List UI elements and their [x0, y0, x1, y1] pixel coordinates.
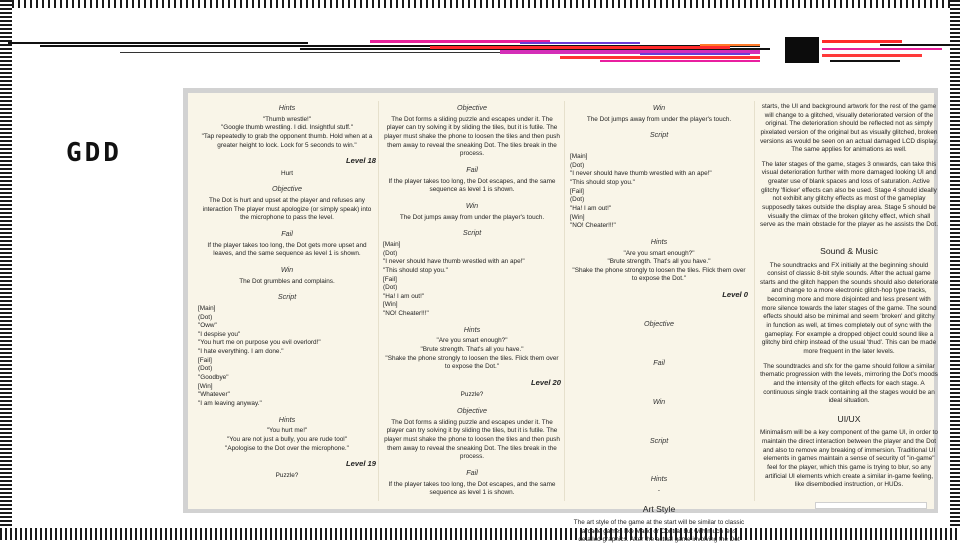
win-heading: Win — [280, 264, 294, 274]
left-scanline-border — [0, 0, 12, 540]
script-line: [Fail] — [383, 275, 397, 283]
right-scanline-border — [950, 0, 960, 540]
bottom-scanline-border — [0, 528, 960, 540]
script-line: "NO! Cheater!!!" — [570, 222, 616, 230]
fail-text: If the player takes too long, the Dot gets more upset and leaves, and the same sequence as level 1 is shown. — [207, 241, 367, 258]
fail-text: If the player takes too long, the Dot escapes, and the same sequence as level 1 is shown. — [388, 177, 556, 194]
script-heading: Script — [462, 228, 482, 238]
script-line: "This should stop you." — [570, 179, 635, 186]
objective-text: The Dot forms a sliding puzzle and escapes under it. The player can try solving it by sliding the tiles, but it is futile. The player must shake the phone to loosen the tiles and then push them away to reveal the sneaking Dot. The tiles break in the process. — [384, 418, 560, 461]
win-text: The Dot grumbles and complains. — [239, 277, 335, 285]
script-line: (Dot) — [383, 284, 398, 292]
column-divider — [564, 101, 565, 501]
script-line: [Fail] — [198, 356, 212, 364]
script-line: "NO! Cheater!!!" — [383, 310, 429, 318]
hint-line: "Apologise to the Dot over the microphone." — [225, 444, 349, 452]
hints-heading: Hints — [463, 324, 481, 334]
fail-heading: Fail — [281, 228, 293, 238]
win-text: The Dot jumps away from under the player's touch. — [586, 115, 732, 123]
glitch-banner — [0, 34, 960, 70]
hint-line: "You hurt me!" — [266, 427, 308, 435]
objective-text: The Dot forms a sliding puzzle and escapes under it. The player can try solving it by sliding the tiles, but it is futile. The player must shake the phone to loosen the tiles and then push them away to reveal the sneaking Dot. The tiles break in the process. — [384, 115, 560, 158]
script-line: "Ha! I am out!" — [383, 292, 425, 300]
hint-line: "Thumb wrestle!" — [262, 115, 312, 123]
script-line: [Win] — [570, 213, 585, 221]
script-line: "Oww" — [198, 322, 217, 330]
level-heading: Level 20 — [531, 378, 561, 388]
column-2 — [383, 103, 561, 498]
column-4 — [760, 103, 938, 496]
script-line: [Win] — [383, 301, 398, 309]
ui-ux-paragraph: Minimalism will be a key component of the game UI, in order to maintain the direct interaction between the player and the Dot and also to remove any breaking of immersion. Traditional UI elements in games maintain a sense of security of "in-game" feel for the player, which this game is trying to blur, so any artificial UI elements which create a similar in-game feeling, like disembodied instruction, or HUDs. — [760, 429, 938, 489]
win-text: The Dot jumps away from under the player's touch. — [399, 213, 545, 221]
column-1 — [198, 103, 376, 481]
script-line: [Fail] — [570, 187, 584, 195]
objective-heading: Objective — [272, 184, 302, 194]
level-heading: Level 0 — [722, 290, 748, 300]
level-name: Puzzle? — [460, 391, 484, 399]
script-line: "I never should have thumb wrestled with an ape!" — [383, 258, 525, 266]
art-style-heading: Art Style — [642, 503, 676, 514]
script-line: "I despise you" — [198, 330, 241, 338]
placeholder-dash: - — [657, 486, 661, 494]
sound-music-heading: Sound & Music — [820, 245, 878, 256]
objective-heading: Objective — [457, 103, 487, 112]
script-line: (Dot) — [198, 365, 213, 373]
horizontal-scrollbar[interactable] — [815, 502, 927, 509]
script-line: "Whatever" — [198, 391, 230, 399]
hint-line: "Brute strength. That's all you have." — [420, 346, 524, 354]
script-heading: Script — [649, 130, 669, 140]
hints-heading: Hints — [278, 103, 296, 112]
script-line: "I hate everything. I am done." — [198, 348, 284, 356]
sound-paragraph: The soundtracks and sfx for the game should follow a similar thematic progression with the levels, mirroring the Dot's moods and the intensity of the glitch effects for each stage. A continuous single track containing all the stages would be an ideal situation. — [760, 362, 938, 405]
level-heading: Level 19 — [346, 459, 376, 469]
hint-line: "Google thumb wrestling. I did. Insightful stuff." — [221, 124, 353, 132]
script-line: (Dot) — [198, 313, 213, 321]
hints-heading: Hints — [650, 474, 668, 484]
objective-heading: Objective — [457, 405, 487, 415]
script-line: [Main] — [198, 304, 216, 312]
script-heading: Script — [277, 292, 297, 302]
hint-line: "Brute strength. That's all you have." — [607, 258, 711, 266]
hint-line: "Are you smart enough?" — [436, 337, 508, 345]
art-style-paragraph: starts, the UI and background artwork for the rest of the game will change to a glitched, visually deteriorated version of the original. The deterioration should be reflected not as simply pixelated version of the original but as visually glitched, broken versions as would be seen on an actual damaged LCD display. The same applies for animations as well. — [760, 103, 938, 154]
objective-heading: Objective — [644, 319, 674, 329]
hint-line: "Shake the phone strongly to loosen the tiles. Flick them over to expose the Dot." — [385, 354, 559, 371]
column-divider — [754, 101, 755, 501]
document-page[interactable] — [188, 93, 938, 544]
script-line: [Main] — [383, 241, 401, 248]
ui-ux-heading: UI/UX — [837, 413, 861, 424]
script-line: "Ha! I am out!" — [570, 204, 612, 212]
fail-text: If the player takes too long, the Dot escapes, and the same sequence as level 1 is shown. — [388, 480, 556, 497]
script-line: "I am leaving anyway." — [198, 399, 262, 407]
win-heading: Win — [465, 200, 479, 210]
script-heading: Script — [649, 435, 669, 445]
level-name: Hurt — [280, 169, 294, 177]
art-style-text: The art style of the game at the start will be similar to classic arcade games like Mario or Contra, but with much less detailed graphics. After the actual game involving the Dot — [573, 519, 745, 544]
hint-line: "Are you smart enough?" — [623, 249, 695, 257]
sound-paragraph: The soundtracks and FX initially at the beginning should consist of classic 8-bit style sounds. After the actual game starts and the glitch happen the sounds should also deteriorate and change to a more electronic glitch-hop type tracks, becoming more and more disjointed and less present with more silence towards the later stages of the game. The sound effects should also be minimal and seem 'broken' and glitchy in function as well, at times completely out of sync with the gameplay. For example a dropped object could sound like a glitchy bird chirp instead of the usual 'thud'. This can be made more frequent in the later levels. — [760, 261, 938, 355]
hint-line: "Shake the phone strongly to loosen the tiles. Flick them over to expose the Dot." — [572, 266, 746, 283]
level-heading: Level 18 — [346, 156, 376, 166]
fail-heading: Fail — [466, 467, 478, 477]
column-3 — [570, 103, 748, 545]
top-scanline-border — [0, 0, 960, 8]
art-style-paragraph: The later stages of the game, stages 3 onwards, can take this visual deterioration further with more damaged looking UI and greater use of blank spaces and loss of saturation. Active glitchy 'flicker' effects can also be used. Stage 4 should ideally not exhibit any glitchy effects as most of the gameplay supposedly takes outside the display area. Stage 5 should be visually the climax of the broken glitchy effect, which shall serve as the main obstacle for the player as he assists the Dot. — [760, 160, 938, 229]
script-line: (Dot) — [570, 196, 585, 204]
objective-text: The Dot is hurt and upset at the player and refuses any interaction The player must apologize (or simply speak) into the microphone to pass the level. — [202, 196, 372, 222]
script-line: (Dot) — [383, 249, 398, 257]
hint-line: "You are not just a bully, you are rude tool" — [227, 435, 347, 443]
script-line: (Dot) — [570, 161, 585, 169]
win-heading: Win — [652, 103, 666, 112]
script-line: [Win] — [198, 382, 213, 390]
script-line: "This should stop you." — [383, 266, 448, 274]
hint-line: "Tap repeatedly to grab the opponent thumb. Hold when at a greater height to lock. Lock for 5 seconds to win." — [201, 133, 373, 149]
script-line: "Goodbye" — [198, 374, 229, 382]
hints-heading: Hints — [278, 414, 296, 424]
script-line: "I never should have thumb wrestled with an ape!" — [570, 170, 712, 178]
script-line: [Main] — [570, 153, 588, 161]
fail-heading: Fail — [653, 358, 665, 368]
column-divider — [378, 101, 379, 501]
fail-heading: Fail — [466, 164, 478, 174]
gdd-logo: GDD — [66, 138, 122, 168]
script-line: "You hurt me on purpose you evil overlord!" — [198, 339, 321, 347]
hints-heading: Hints — [650, 236, 668, 246]
win-heading: Win — [652, 396, 666, 406]
level-name: Puzzle? — [275, 472, 299, 480]
